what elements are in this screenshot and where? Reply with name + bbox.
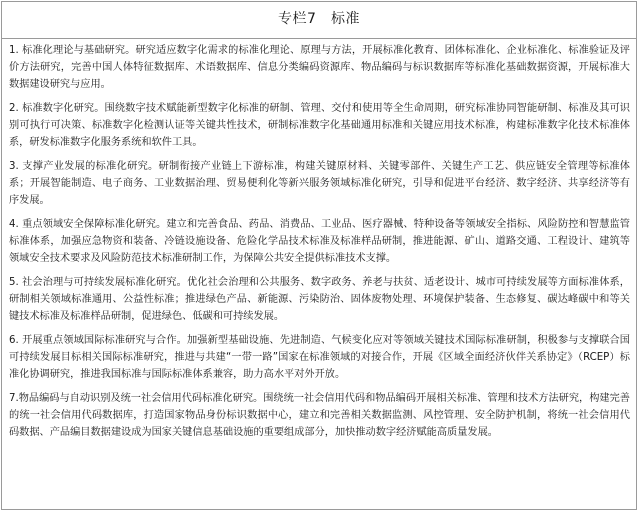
paragraph-1-heading: 1. 标准化理论与基础研究。	[9, 45, 136, 56]
paragraph-6-text: 加强新型基础设施、先进制造、气候变化应对等领域关键技术国际标准研制，积极参与支撑联合国可持续发展目标相关国际标准研究，推进与共建“一带一路”国家在标准领域的对接合作，开展《区域全面经济伙伴关系协定》（RCEP）标准化协调研究，推进我国标准与国际标准体系兼容，助力高水平对外开放。	[9, 335, 630, 380]
paragraph-4-heading: 4. 重点领域安全保障标准化研究。	[9, 219, 167, 230]
paragraph-7-text: 围绕统一社会信用代码和物品编码开展相关标准、管理和技术方法研究，构建完善的统一社会信用代码数据库，打造国家物品身份标识数据中心，建立和完善相关数据监测、风控管理、安全防护机制，将统一社会信用代码数据、产品编目数据建设成为国家关键信息基础设施的重要组成部分，加快推动数字经济赋能高质量发展。	[9, 393, 630, 438]
paragraph-5	[9, 274, 630, 325]
paragraph-6-heading: 6. 开展重点领域国际标准研究与合作。	[9, 335, 187, 346]
paragraph-7	[9, 390, 630, 441]
column-box	[1, 1, 637, 510]
paragraph-2	[9, 100, 630, 151]
paragraph-3-text: 研制衔接产业链上下游标准，构建关键原材料、关键零部件、关键生产工艺、供应链安全管理等标准体系；开展智能制造、电子商务、工业数据治理、贸易便利化等新兴服务领域标准化研究，引导和促进平台经济、数字经济、共享经济等有序发展。	[9, 161, 630, 206]
paragraph-1-text: 研究适应数字化需求的标准化理论、原理与方法，开展标准化教育、团体标准化、企业标准化、标准验证及评价方法研究，完善中国人体特征数据库、术语数据库、信息分类编码资源库、物品编码与标识数据库等标准化基础数据资源，开展标准大数据建设研究与应用。	[9, 45, 630, 90]
paragraph-7-heading: 7.物品编码与自动识别及统一社会信用代码标准化研究。	[9, 393, 264, 404]
box-body	[2, 39, 636, 441]
paragraph-3	[9, 158, 630, 209]
paragraph-3-heading: 3. 支撑产业发展的标准化研究。	[9, 161, 159, 172]
paragraph-4-text: 建立和完善食品、药品、消费品、工业品、医疗器械、特种设备等领域安全指标、风险防控和智慧监管标准体系，加强应急物资和装备、冷链设施设备、危险化学品技术标准及标准样品研制，推进能源、矿山、道路交通、工程设计、建筑等领域安全技术要求及风险防范技术标准研制工作，为保障公共安全提供标准技术支撑。	[9, 219, 630, 264]
paragraph-5-heading: 5. 社会治理与可持续发展标准化研究。	[9, 277, 187, 288]
paragraph-2-heading: 2. 标准数字化研究。	[9, 103, 105, 114]
paragraph-2-text: 围绕数字技术赋能新型数字化标准的研制、管理、交付和使用等全生命周期，研究标准协同智能研制、标准及其可识别可执行可决策、标准数字化检测认证等关键共性技术，研制标准数字化基础通用标准和关键应用技术标准，构建标准数字化技术标准体系，研发标准数字化服务系统和软件工具。	[9, 103, 630, 148]
paragraph-6	[9, 332, 630, 383]
box-title: 专栏7 标准	[2, 2, 636, 39]
paragraph-4	[9, 216, 630, 267]
paragraph-1	[9, 42, 630, 93]
paragraph-5-text: 优化社会治理和公共服务、数字政务、养老与扶贫、适老设计、城市可持续发展等方面标准体系，研制相关领域标准通用、公益性标准；推进绿色产品、新能源、污染防治、固体废物处理、环境保护装备、生态修复、碳达峰碳中和等关键技术标准及标准样品研制，促进绿色、低碳和可持续发展。	[9, 277, 630, 322]
